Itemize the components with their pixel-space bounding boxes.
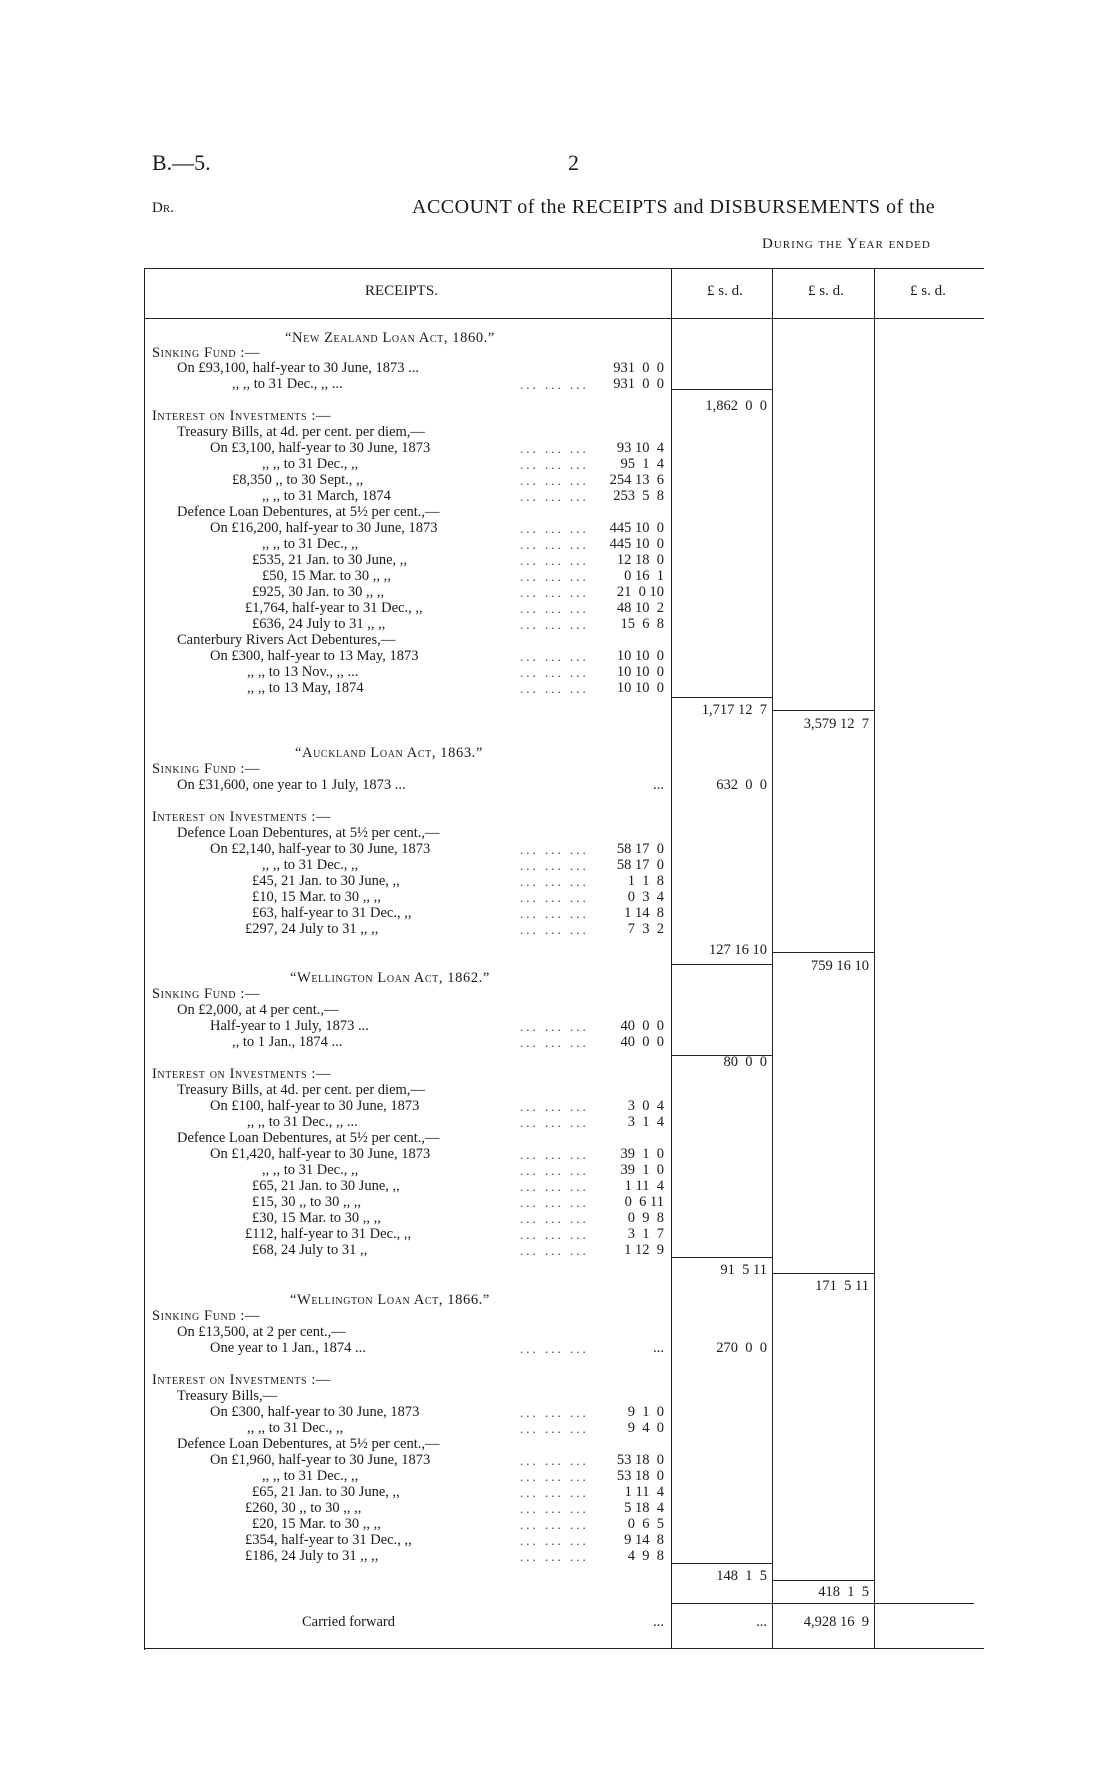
- leader-dots: ... ... ...: [520, 1533, 589, 1548]
- subtotal-rule: [773, 1580, 874, 1581]
- amount-c1: 3 1 4: [627, 1114, 664, 1130]
- amount-c2: 127 16 10: [709, 942, 767, 958]
- column-rule-1: [671, 268, 672, 1648]
- amount-c1: 3 0 4: [627, 1098, 664, 1114]
- line-item-label: One year to 1 Jan., 1874 ...: [210, 1340, 366, 1356]
- amount-c1: 12 18 0: [616, 552, 664, 568]
- line-item-label: £925, 30 Jan. to 30 ,, ,,: [252, 584, 385, 600]
- leader-dots: ... ... ...: [520, 1147, 589, 1162]
- line-item-label: £30, 15 Mar. to 30 ,, ,,: [252, 1210, 381, 1226]
- line-item-label: On £3,100, half-year to 30 June, 1873: [210, 440, 431, 456]
- leader-dots: ... ... ...: [520, 665, 589, 680]
- subtotal-rule: [672, 697, 772, 698]
- amount-c1: 1 14 8: [624, 905, 664, 921]
- line-item-label: Half-year to 1 July, 1873 ...: [210, 1018, 369, 1034]
- line-item-label: £65, 21 Jan. to 30 June, ,,: [252, 1178, 400, 1194]
- leader-dots: ... ... ...: [520, 681, 589, 696]
- debit-side-label: Dr.: [152, 200, 174, 216]
- line-item-label: On £100, half-year to 30 June, 1873: [210, 1098, 420, 1114]
- line-item-label: £636, 24 July to 31 ,, ,,: [252, 616, 386, 632]
- amount-c1: 58 17 0: [616, 857, 664, 873]
- leader-dots: ... ... ...: [520, 553, 589, 568]
- line-item-label: Defence Loan Debentures, at 5½ per cent.,—: [177, 1436, 440, 1452]
- subtotal-rule: [672, 1563, 772, 1564]
- amount-c3: 759 16 10: [811, 958, 869, 974]
- leader-dots: ... ... ...: [520, 858, 589, 873]
- subtotal-rule: [672, 389, 772, 390]
- amount-c1: 9 4 0: [627, 1420, 664, 1436]
- amount-c1: 931 0 0: [613, 360, 664, 376]
- receipts-column-header: RECEIPTS.: [365, 283, 438, 299]
- line-item-label: On £16,200, half-year to 30 June, 1873: [210, 520, 438, 536]
- leader-dots: ... ... ...: [520, 649, 589, 664]
- leader-dots: ... ... ...: [520, 1211, 589, 1226]
- line-item-label: Canterbury Rivers Act Debentures,—: [177, 632, 396, 648]
- amount-c1: 1 1 8: [627, 873, 664, 889]
- line-item-label: ,, to 1 Jan., 1874 ...: [232, 1034, 343, 1050]
- amount-c1: 3 1 7: [627, 1226, 664, 1242]
- amount-c1: 48 10 2: [616, 600, 664, 616]
- leader-dots: ... ... ...: [520, 890, 589, 905]
- amount-c1: 39 1 0: [620, 1162, 664, 1178]
- page-subtitle: During the Year ended: [762, 236, 931, 252]
- leader-dots: ... ... ...: [520, 1517, 589, 1532]
- page-number: 2: [568, 150, 579, 175]
- line-item-label: £50, 15 Mar. to 30 ,, ,,: [262, 568, 391, 584]
- amount-c1: 1 12 9: [624, 1242, 664, 1258]
- subtotal-rule: [672, 1257, 772, 1258]
- line-item-label: Treasury Bills, at 4d. per cent. per diem,—: [177, 1082, 425, 1098]
- amount-c1: 253 5 8: [613, 488, 664, 504]
- amount-c1: 95 1 4: [620, 456, 664, 472]
- column-rule-2: [772, 268, 773, 1648]
- line-item-label: On £13,500, at 2 per cent.,—: [177, 1324, 346, 1340]
- section-heading: Interest on Investments :—: [152, 1066, 332, 1082]
- leader-dots: ... ... ...: [520, 489, 589, 504]
- column-2-header: £ s. d.: [808, 283, 844, 299]
- amount-c3: 171 5 11: [815, 1278, 869, 1294]
- line-item-label: ,, ,, to 13 May, 1874: [247, 680, 364, 696]
- leader-dots: ... ... ...: [520, 1485, 589, 1500]
- line-item-label: ,, ,, to 31 Dec., ,, ...: [232, 376, 343, 392]
- table-border-left: [144, 268, 145, 1650]
- page-title: ACCOUNT of the RECEIPTS and DISBURSEMENTS of the: [412, 196, 936, 218]
- amount-c3: 3,579 12 7: [803, 716, 869, 732]
- amount-c1: ...: [653, 1340, 664, 1356]
- section-heading: Sinking Fund :—: [152, 345, 261, 361]
- amount-c2: 91 5 11: [720, 1262, 767, 1278]
- line-item-label: £186, 24 July to 31 ,, ,,: [245, 1548, 379, 1564]
- amount-c1: 15 6 8: [620, 616, 664, 632]
- page-ref: B.—5.: [152, 150, 211, 175]
- subtotal-rule: [773, 710, 874, 711]
- line-item-label: £68, 24 July to 31 ,,: [252, 1242, 368, 1258]
- subtotal-rule: [773, 1273, 874, 1274]
- line-item-label: On £2,140, half-year to 30 June, 1873: [210, 841, 431, 857]
- section-heading: “Wellington Loan Act, 1862.”: [290, 970, 490, 986]
- line-item-label: On £300, half-year to 30 June, 1873: [210, 1404, 420, 1420]
- line-item-label: £535, 21 Jan. to 30 June, ,,: [252, 552, 408, 568]
- leader-dots: ... ... ...: [520, 617, 589, 632]
- amount-c2: 1,862 0 0: [705, 398, 767, 414]
- amount-c1: 10 10 0: [616, 680, 664, 696]
- line-item-label: £297, 24 July to 31 ,, ,,: [245, 921, 379, 937]
- leader-dots: ... ... ...: [520, 537, 589, 552]
- leader-dots: ... ... ...: [520, 585, 589, 600]
- amount-c1: 93 10 4: [616, 440, 664, 456]
- leader-dots: ... ... ...: [520, 521, 589, 536]
- amount-c1: 10 10 0: [616, 648, 664, 664]
- line-item-label: ,, ,, to 31 Dec., ,,: [262, 456, 359, 472]
- line-item-label: Defence Loan Debentures, at 5½ per cent.,—: [177, 504, 440, 520]
- amount-c1: 254 13 6: [609, 472, 664, 488]
- line-item-label: £65, 21 Jan. to 30 June, ,,: [252, 1484, 400, 1500]
- amount-c1: 7 3 2: [627, 921, 664, 937]
- line-item-label: £8,350 ,, to 30 Sept., ,,: [232, 472, 364, 488]
- leader-dots: ... ... ...: [520, 1163, 589, 1178]
- line-item-label: £15, 30 ,, to 30 ,, ,,: [252, 1194, 362, 1210]
- amount-c1: 931 0 0: [613, 376, 664, 392]
- subtotal-rule: [672, 964, 772, 965]
- line-item-label: Carried forward: [302, 1614, 395, 1630]
- amount-c1: 1 11 4: [624, 1178, 664, 1194]
- amount-c3: 4,928 16 9: [803, 1614, 869, 1630]
- amount-c1: 40 0 0: [620, 1034, 664, 1050]
- header-rule: [144, 318, 984, 319]
- leader-dots: ... ... ...: [520, 1227, 589, 1242]
- leader-dots: ... ... ...: [520, 1035, 589, 1050]
- section-heading: Sinking Fund :—: [152, 986, 261, 1002]
- amount-c1: 9 14 8: [624, 1532, 664, 1548]
- line-item-label: On £2,000, at 4 per cent.,—: [177, 1002, 339, 1018]
- amount-c1: ...: [653, 777, 664, 793]
- subtotal-rule: [773, 952, 874, 953]
- amount-c1: 9 1 0: [627, 1404, 664, 1420]
- amount-c2: 80 0 0: [723, 1054, 767, 1070]
- leader-dots: ... ... ...: [520, 1501, 589, 1516]
- amount-c1: 0 16 1: [624, 568, 664, 584]
- amount-c1: 1 11 4: [624, 1484, 664, 1500]
- leader-dots: ... ... ...: [520, 1179, 589, 1194]
- leader-dots: ... ... ...: [520, 842, 589, 857]
- line-item-label: ,, ,, to 31 Dec., ,,: [262, 857, 359, 873]
- leader-dots: ... ... ...: [520, 1019, 589, 1034]
- table-border-bottom: [144, 1648, 984, 1649]
- amount-c1: 445 10 0: [609, 536, 664, 552]
- leader-dots: ... ... ...: [520, 1405, 589, 1420]
- amount-c1: 445 10 0: [609, 520, 664, 536]
- amount-c2: 632 0 0: [716, 777, 767, 793]
- table-border-top: [144, 268, 984, 269]
- line-item-label: Defence Loan Debentures, at 5½ per cent.,—: [177, 1130, 440, 1146]
- line-item-label: £354, half-year to 31 Dec., ,,: [245, 1532, 412, 1548]
- amount-c1: 5 18 4: [624, 1500, 664, 1516]
- amount-c1: 4 9 8: [627, 1548, 664, 1564]
- line-item-label: On £1,960, half-year to 30 June, 1873: [210, 1452, 431, 1468]
- section-heading: Interest on Investments :—: [152, 809, 332, 825]
- amount-c1: 53 18 0: [616, 1468, 664, 1484]
- leader-dots: ... ... ...: [520, 922, 589, 937]
- line-item-label: ,, ,, to 31 Dec., ,,: [262, 1468, 359, 1484]
- leader-dots: ... ... ...: [520, 1243, 589, 1258]
- amount-c1: 58 17 0: [616, 841, 664, 857]
- section-heading: “Wellington Loan Act, 1866.”: [290, 1292, 490, 1308]
- leader-dots: ... ... ...: [520, 874, 589, 889]
- line-item-label: £10, 15 Mar. to 30 ,, ,,: [252, 889, 381, 905]
- amount-c1: 53 18 0: [616, 1452, 664, 1468]
- line-item-label: Treasury Bills, at 4d. per cent. per diem,—: [177, 424, 425, 440]
- amount-c1: 10 10 0: [616, 664, 664, 680]
- leader-dots: ... ... ...: [520, 473, 589, 488]
- line-item-label: £63, half-year to 31 Dec., ,,: [252, 905, 412, 921]
- line-item-label: On £300, half-year to 13 May, 1873: [210, 648, 419, 664]
- section-heading: Interest on Investments :—: [152, 408, 332, 424]
- line-item-label: ,, ,, to 31 March, 1874: [262, 488, 391, 504]
- amount-c1: 0 6 5: [627, 1516, 664, 1532]
- amount-c1: 39 1 0: [620, 1146, 664, 1162]
- line-item-label: ,, ,, to 31 Dec., ,,: [247, 1420, 344, 1436]
- line-item-label: £112, half-year to 31 Dec., ,,: [245, 1226, 412, 1242]
- line-item-label: £45, 21 Jan. to 30 June, ,,: [252, 873, 400, 889]
- line-item-label: Defence Loan Debentures, at 5½ per cent.,—: [177, 825, 440, 841]
- amount-c1: 0 6 11: [624, 1194, 664, 1210]
- line-item-label: Treasury Bills,—: [177, 1388, 278, 1404]
- amount-c2: ...: [756, 1614, 767, 1630]
- section-heading: Interest on Investments :—: [152, 1372, 332, 1388]
- leader-dots: ... ... ...: [520, 1195, 589, 1210]
- leader-dots: ... ... ...: [520, 569, 589, 584]
- amount-c1: 0 9 8: [627, 1210, 664, 1226]
- section-heading: Sinking Fund :—: [152, 761, 261, 777]
- amount-c1: 0 3 4: [627, 889, 664, 905]
- leader-dots: ... ... ...: [520, 1549, 589, 1564]
- line-item-label: £20, 15 Mar. to 30 ,, ,,: [252, 1516, 381, 1532]
- leader-dots: ... ... ...: [520, 906, 589, 921]
- leader-dots: ... ... ...: [520, 1115, 589, 1130]
- section-heading: Sinking Fund :—: [152, 1308, 261, 1324]
- line-item-label: £260, 30 ,, to 30 ,, ,,: [245, 1500, 362, 1516]
- line-item-label: £1,764, half-year to 31 Dec., ,,: [245, 600, 423, 616]
- line-item-label: ,, ,, to 31 Dec., ,,: [262, 536, 359, 552]
- leader-dots: ... ... ...: [520, 601, 589, 616]
- line-item-label: ,, ,, to 13 Nov., ,, ...: [247, 664, 359, 680]
- line-item-label: ,, ,, to 31 Dec., ,,: [262, 1162, 359, 1178]
- line-item-label: ,, ,, to 31 Dec., ,, ...: [247, 1114, 358, 1130]
- section-heading: “Auckland Loan Act, 1863.”: [295, 745, 483, 761]
- amount-c2: 270 0 0: [716, 1340, 767, 1356]
- amount-c1: 21 0 10: [616, 584, 664, 600]
- subtotal-rule: [672, 1603, 974, 1604]
- leader-dots: ... ... ...: [520, 457, 589, 472]
- line-item-label: On £31,600, one year to 1 July, 1873 ...: [177, 777, 406, 793]
- column-3-header: £ s. d.: [910, 283, 946, 299]
- leader-dots: ... ... ...: [520, 1099, 589, 1114]
- line-item-label: On £93,100, half-year to 30 June, 1873 ...: [177, 360, 420, 376]
- leader-dots: ... ... ...: [520, 1421, 589, 1436]
- leader-dots: ... ... ...: [520, 1469, 589, 1484]
- line-item-label: On £1,420, half-year to 30 June, 1873: [210, 1146, 431, 1162]
- amount-c1: 40 0 0: [620, 1018, 664, 1034]
- section-heading: “New Zealand Loan Act, 1860.”: [285, 330, 495, 346]
- leader-dots: ... ... ...: [520, 377, 589, 392]
- leader-dots: ... ... ...: [520, 1341, 589, 1356]
- column-1-header: £ s. d.: [707, 283, 743, 299]
- amount-c3: 418 1 5: [818, 1584, 869, 1600]
- leader-dots: ... ... ...: [520, 441, 589, 456]
- leader-dots: ... ... ...: [520, 1453, 589, 1468]
- column-rule-3: [874, 268, 875, 1648]
- amount-c2: 148 1 5: [716, 1568, 767, 1584]
- amount-c1: ...: [653, 1614, 664, 1630]
- amount-c2: 1,717 12 7: [701, 702, 767, 718]
